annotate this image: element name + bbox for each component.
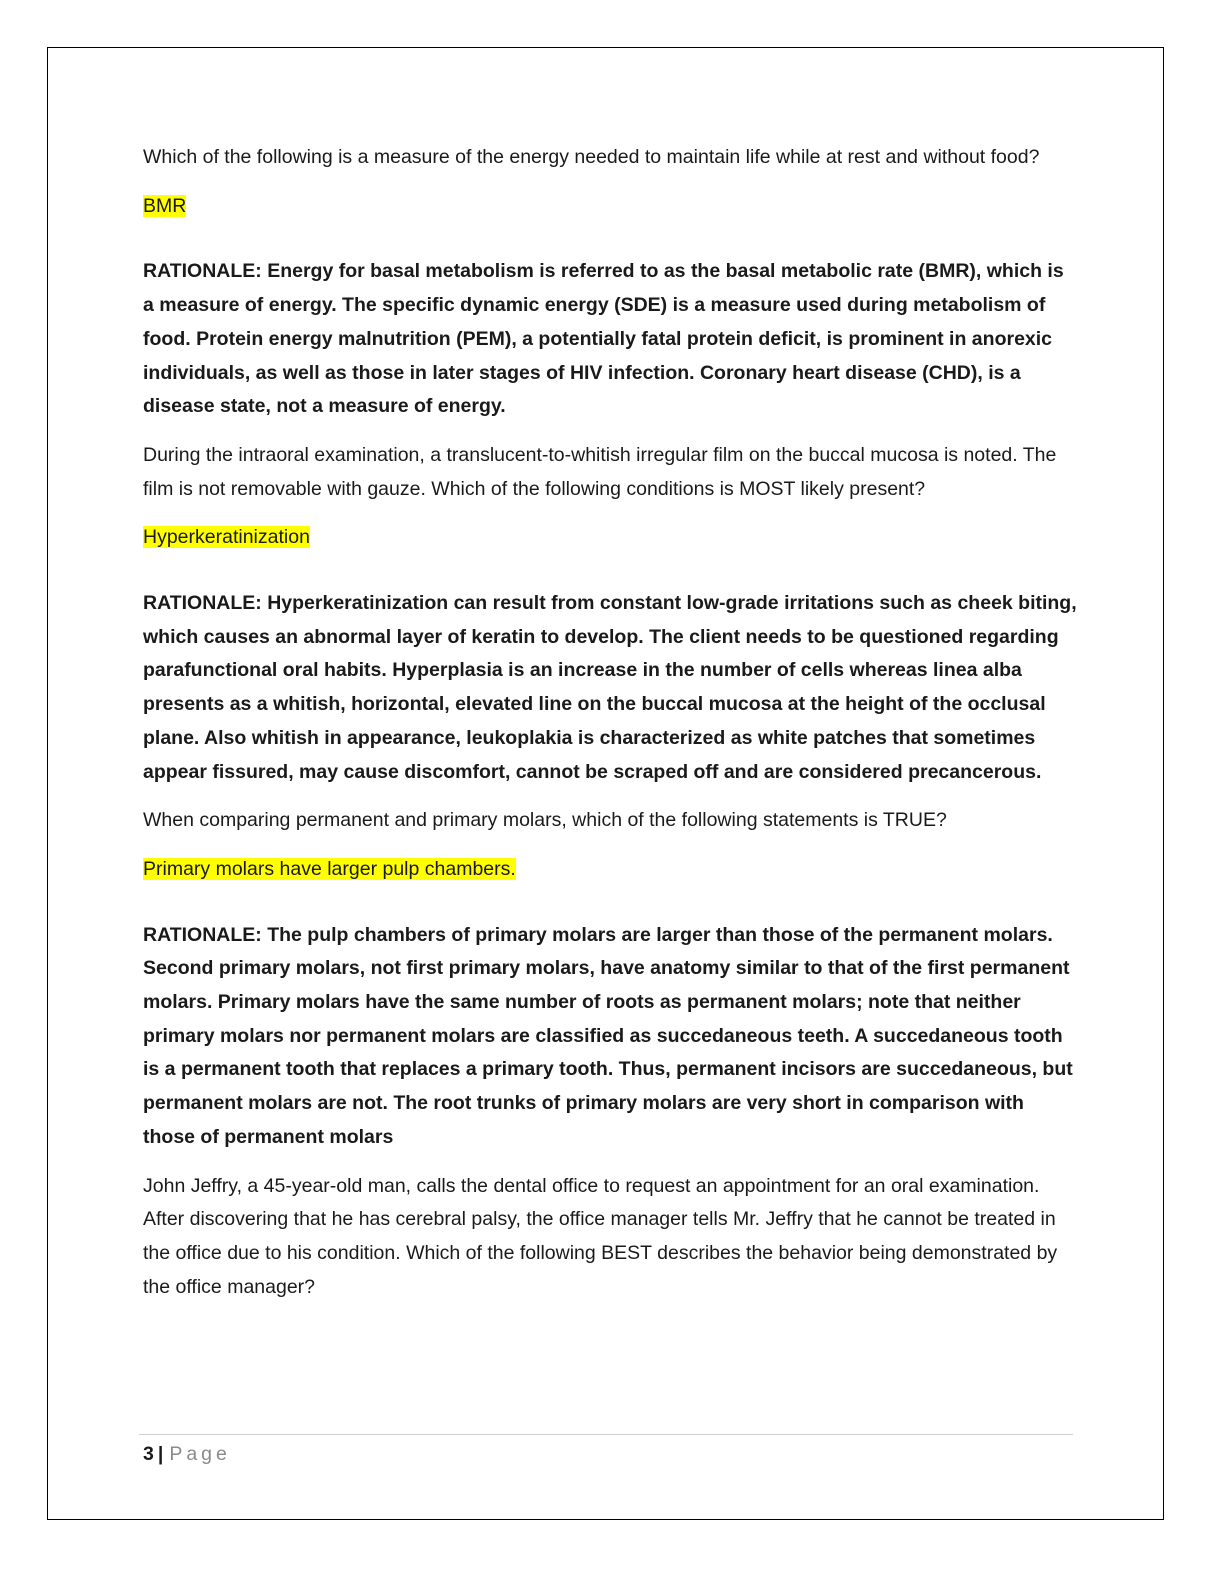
question-block-3 xyxy=(143,804,1078,1154)
answer-highlight: BMR xyxy=(143,194,187,217)
footer-divider xyxy=(139,1434,1073,1435)
page-number: 3 xyxy=(143,1443,154,1465)
question-block-2 xyxy=(143,439,1078,789)
footer-separator: | xyxy=(157,1443,164,1465)
page-footer xyxy=(143,1440,231,1468)
document-body xyxy=(143,141,1078,1319)
rationale-text: RATIONALE: Energy for basal metabolism is referred to as the basal metabolic rate (BMR), which is a measure of energy. The specific dynamic energy (SDE) is a measure used during metabolism of food. Protein energy malnutrition (PEM), a potentially fatal protein deficit, is prominent in anorexic individuals, as well as those in later stages of HIV infection. Coronary heart disease (CHD), is a disease state, not a measure of energy. xyxy=(143,260,1064,418)
highlighted-answer xyxy=(143,853,1078,887)
answer-highlight: Hyperkeratinization xyxy=(143,526,310,549)
rationale-text: RATIONALE: Hyperkeratinization can result from constant low-grade irritations such as cheek biting, which causes an abnormal layer of keratin to develop. The client needs to be questioned regarding parafunctional oral habits. Hyperplasia is an increase in the number of cells whereas linea alba presents as a whitish, horizontal, elevated line on the buccal mucosa at the height of the occlusal plane. Also whitish in appearance, leukoplakia is characterized as white patches that sometimes appear fissured, may cause discomfort, cannot be scraped off and are considered precancerous. xyxy=(143,592,1077,783)
rationale-text: RATIONALE: The pulp chambers of primary molars are larger than those of the permanent molars. Second primary molars, not first primary molars, have anatomy similar to that of the first permanent molars. Primary molars have the same number of roots as permanent molars; note that neither primary molars nor permanent molars are classified as succedaneous teeth. A succedaneous tooth is a permanent tooth that replaces a primary tooth. Thus, permanent incisors are succedaneous, but permanent molars are not. The root trunks of primary molars are very short in comparison with those of permanent molars xyxy=(143,923,1073,1148)
page-label: Page xyxy=(169,1443,231,1465)
answer-highlight: Primary molars have larger pulp chambers. xyxy=(143,857,516,880)
question-text: Which of the following is a measure of the energy needed to maintain life while at rest and without food? xyxy=(143,146,1040,168)
question-text: During the intraoral examination, a translucent-to-whitish irregular film on the buccal mucosa is noted. The film is not removable with gauze. Which of the following conditions is MOST likely present? xyxy=(143,443,1057,500)
highlighted-answer xyxy=(143,521,1078,555)
question-text: When comparing permanent and primary molars, which of the following statements is TRUE? xyxy=(143,809,947,832)
final-question-text: John Jeffry, a 45-year-old man, calls the dental office to request an appointment for an oral examination. After discovering that he has cerebral palsy, the office manager tells Mr. Jeffry that he cannot be treated in the office due to his condition. Which of the following BEST describes the behavior being demonstrated by the office manager? xyxy=(143,1174,1058,1298)
highlighted-answer xyxy=(143,190,1078,224)
question-block-1 xyxy=(143,141,1078,424)
